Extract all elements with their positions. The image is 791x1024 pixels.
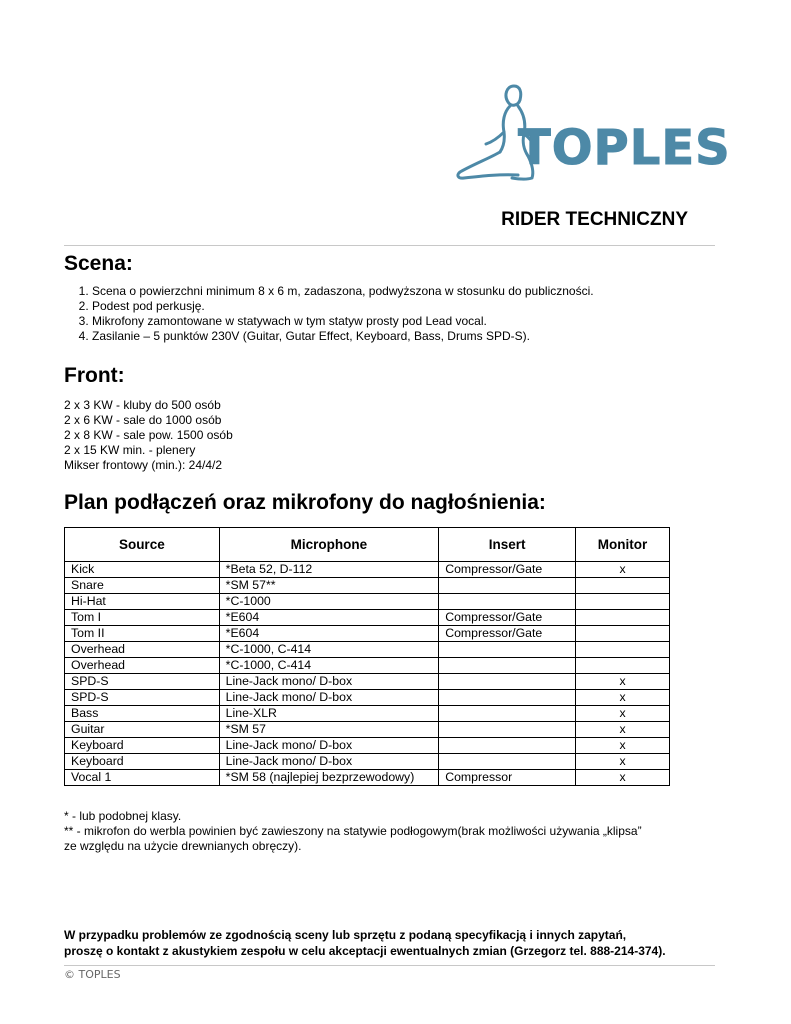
table-row <box>65 738 670 754</box>
cell-microphone: *E604 <box>219 610 439 626</box>
cell-source: Snare <box>65 578 220 594</box>
cell-insert <box>439 674 576 690</box>
cell-source: Overhead <box>65 642 220 658</box>
footnotes <box>64 809 642 854</box>
section-heading-plan: Plan podłączeń oraz mikrofony do nagłośnienia: <box>64 491 546 514</box>
cell-monitor <box>576 594 670 610</box>
cell-monitor <box>576 658 670 674</box>
cell-microphone: *SM 58 (najlepiej bezprzewodowy) <box>219 770 439 786</box>
cell-microphone: *E604 <box>219 626 439 642</box>
list-item: 2. Podest pod perkusję. <box>92 299 594 314</box>
scena-list <box>64 284 594 344</box>
cell-monitor <box>576 578 670 594</box>
cell-monitor: x <box>576 562 670 578</box>
cell-microphone: Line-Jack mono/ D-box <box>219 754 439 770</box>
cell-insert: Compressor/Gate <box>439 562 576 578</box>
cell-insert <box>439 642 576 658</box>
column-header-microphone: Microphone <box>219 528 439 562</box>
cell-microphone: *Beta 52, D-112 <box>219 562 439 578</box>
front-specs <box>64 398 233 473</box>
cell-insert <box>439 738 576 754</box>
front-line: 2 x 6 KW - sale do 1000 osób <box>64 413 222 427</box>
column-header-insert: Insert <box>439 528 576 562</box>
cell-source: Vocal 1 <box>65 770 220 786</box>
table-row <box>65 658 670 674</box>
table-row <box>65 722 670 738</box>
cell-microphone: Line-XLR <box>219 706 439 722</box>
table-row <box>65 578 670 594</box>
cell-insert <box>439 754 576 770</box>
cell-source: Kick <box>65 562 220 578</box>
table-row <box>65 674 670 690</box>
contact-note <box>64 927 666 959</box>
front-line: 2 x 3 KW - kluby do 500 osób <box>64 398 221 412</box>
cell-source: Hi-Hat <box>65 594 220 610</box>
table-row <box>65 754 670 770</box>
table-row <box>65 626 670 642</box>
cell-insert <box>439 594 576 610</box>
cell-monitor: x <box>576 754 670 770</box>
list-item: 3. Mikrofony zamontowane w statywach w tym statyw prosty pod Lead vocal. <box>92 314 594 329</box>
logo-wordmark: TOPLES <box>518 120 731 176</box>
cell-insert <box>439 690 576 706</box>
footer-divider <box>64 965 715 966</box>
contact-line: W przypadku problemów ze zgodnością sceny lub sprzętu z podaną specyfikacją i innych zapytań, <box>64 928 627 942</box>
cell-source: Keyboard <box>65 738 220 754</box>
cell-microphone: Line-Jack mono/ D-box <box>219 690 439 706</box>
cell-microphone: *C-1000, C-414 <box>219 642 439 658</box>
cell-source: Tom II <box>65 626 220 642</box>
cell-insert: Compressor <box>439 770 576 786</box>
cell-insert <box>439 722 576 738</box>
column-header-source: Source <box>65 528 220 562</box>
cell-insert <box>439 658 576 674</box>
table-row <box>65 642 670 658</box>
footnote-line: ** - mikrofon do werbla powinien być zawieszony na statywie podłogowym(brak możliwości używania „klipsa” <box>64 824 642 838</box>
cell-insert <box>439 578 576 594</box>
cell-monitor: x <box>576 706 670 722</box>
cell-monitor: x <box>576 674 670 690</box>
cell-insert: Compressor/Gate <box>439 610 576 626</box>
toples-logo <box>452 80 731 185</box>
cell-source: Guitar <box>65 722 220 738</box>
front-line: 2 x 15 KW min. - plenery <box>64 443 196 457</box>
cell-insert <box>439 706 576 722</box>
cell-insert: Compressor/Gate <box>439 626 576 642</box>
column-header-monitor: Monitor <box>576 528 670 562</box>
title-divider <box>64 245 715 246</box>
table-row <box>65 562 670 578</box>
list-item: 4. Zasilanie – 5 punktów 230V (Guitar, Gutar Effect, Keyboard, Bass, Drums SPD-S). <box>92 329 594 344</box>
cell-monitor: x <box>576 770 670 786</box>
cell-source: Tom I <box>65 610 220 626</box>
document-title: RIDER TECHNICZNY <box>501 209 688 230</box>
cell-source: SPD-S <box>65 674 220 690</box>
cell-monitor: x <box>576 722 670 738</box>
front-line: Mikser frontowy (min.): 24/4/2 <box>64 458 223 472</box>
contact-line: proszę o kontakt z akustykiem zespołu w celu akceptacji ewentualnych zmian (Grzegorz tel. 888-214-374). <box>64 944 666 958</box>
copyright-footer: © TOPLES <box>64 968 121 981</box>
table-header-row <box>65 528 670 562</box>
cell-microphone: Line-Jack mono/ D-box <box>219 738 439 754</box>
table-row <box>65 610 670 626</box>
cell-monitor <box>576 610 670 626</box>
cell-microphone: *C-1000, C-414 <box>219 658 439 674</box>
cell-monitor: x <box>576 690 670 706</box>
cell-monitor: x <box>576 738 670 754</box>
table-row <box>65 690 670 706</box>
cell-microphone: *SM 57** <box>219 578 439 594</box>
cell-microphone: *SM 57 <box>219 722 439 738</box>
list-item: 1. Scena o powierzchni minimum 8 x 6 m, zadaszona, podwyższona w stosunku do publiczności. <box>92 284 594 299</box>
cell-microphone: Line-Jack mono/ D-box <box>219 674 439 690</box>
cell-source: Overhead <box>65 658 220 674</box>
cell-source: SPD-S <box>65 690 220 706</box>
footnote-line: * - lub podobnej klasy. <box>64 809 182 823</box>
table-row <box>65 594 670 610</box>
input-list-table <box>64 527 670 786</box>
cell-monitor <box>576 626 670 642</box>
cell-monitor <box>576 642 670 658</box>
table-row <box>65 706 670 722</box>
table-row <box>65 770 670 786</box>
section-heading-front: Front: <box>64 364 125 387</box>
section-heading-scena: Scena: <box>64 252 133 275</box>
cell-source: Keyboard <box>65 754 220 770</box>
cell-source: Bass <box>65 706 220 722</box>
front-line: 2 x 8 KW - sale pow. 1500 osób <box>64 428 233 442</box>
footnote-line: ze względu na użycie drewnianych obręczy). <box>64 839 302 853</box>
cell-microphone: *C-1000 <box>219 594 439 610</box>
